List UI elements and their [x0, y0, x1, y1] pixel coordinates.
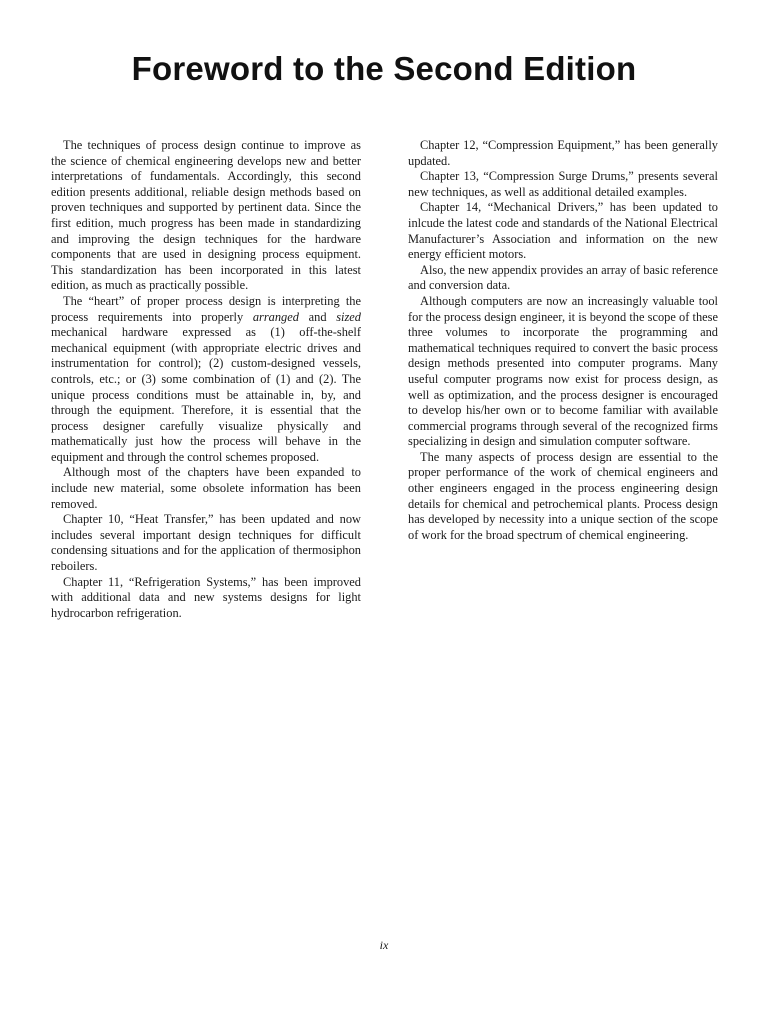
paragraph-process-design-aspects: The many aspects of process design are essential to the proper performance of the work of chemical engineers and other engineers engaged in the process engineering design details for chemical and petrochemical plants. Process design has developed by necessity into a unique section of the scope of work for the broad spectrum of chemical engineering.	[408, 449, 718, 542]
page-number: ix	[379, 938, 389, 952]
paragraph-text: mechanical hardware expressed as (1) off-the-shelf mechanical equipment (with appropriate electric drives and instrumentation for control); (2) custom-designed vessels, controls, etc.; or (3) some combination of (1) and (2). The unique process conditions must be attainable in, by, and through the equipment. Therefore, it is essential that the process designer carefully visualize physically and mathematically just how the process will behave in the equipment and through the control schemes proposed.	[51, 325, 361, 464]
paragraph-chapter-13: Chapter 13, “Compression Surge Drums,” presents several new techniques, as well as additional detailed examples.	[408, 169, 718, 199]
right-column	[408, 138, 718, 543]
paragraph-intro: The techniques of process design continue to improve as the science of chemical engineering develops new and better interpretations of fundamentals. Accordingly, this second edition presents additional, reliable design methods based on proven techniques and supported by pertinent data. Since the first edition, much progress has been made in standardizing and improving the design techniques for the hardware components that are used in designing process equipment. This standardization has been incorporated in this latest edition, as much as practically possible.	[51, 138, 361, 293]
paragraph-appendix: Also, the new appendix provides an array of basic reference and conversion data.	[408, 262, 718, 293]
paragraph-chapters-expanded: Although most of the chapters have been expanded to include new material, some obsolete information has been removed.	[51, 465, 361, 511]
paragraph-heart-of-design	[51, 294, 361, 466]
paragraph-chapter-14: Chapter 14, “Mechanical Drivers,” has been updated to inlcude the latest code and standards of the National Electrical Manufacturer’s Association and information on the new energy efficient motors.	[408, 200, 718, 262]
paragraph-text: and	[298, 309, 337, 324]
paragraph-chapter-10: Chapter 10, “Heat Transfer,” has been updated and now includes several important design techniques for difficult condensing situations and for the application of thermosiphon reboilers.	[51, 512, 361, 574]
paragraph-computers: Although computers are now an increasingly valuable tool for the process design engineer, it is beyond the scope of these three volumes to incorporate the programming and mathematical techniques required to convert the basic process design methods presented into computer programs. Many useful computer programs now exist for process design, as well as optimization, and the process designer is encouraged to develop his/her own or to become familiar with available commercial programs through several of the recognized firms specializing in design and simulation computer software.	[408, 293, 718, 449]
paragraph-chapter-12: Chapter 12, “Compression Equipment,” has been generally updated.	[408, 138, 718, 168]
emphasis-arranged: arranged	[252, 309, 299, 324]
page-title: Foreword to the Second Edition	[131, 50, 637, 87]
left-column	[51, 138, 361, 621]
paragraph-text: The “heart” of proper process design is interpreting the process requirements into properly	[51, 293, 361, 324]
paragraph-chapter-11: Chapter 11, “Refrigeration Systems,” has been improved with additional data and new systems designs for light hydrocarbon refrigeration.	[51, 574, 361, 620]
emphasis-sized: sized	[336, 309, 362, 324]
